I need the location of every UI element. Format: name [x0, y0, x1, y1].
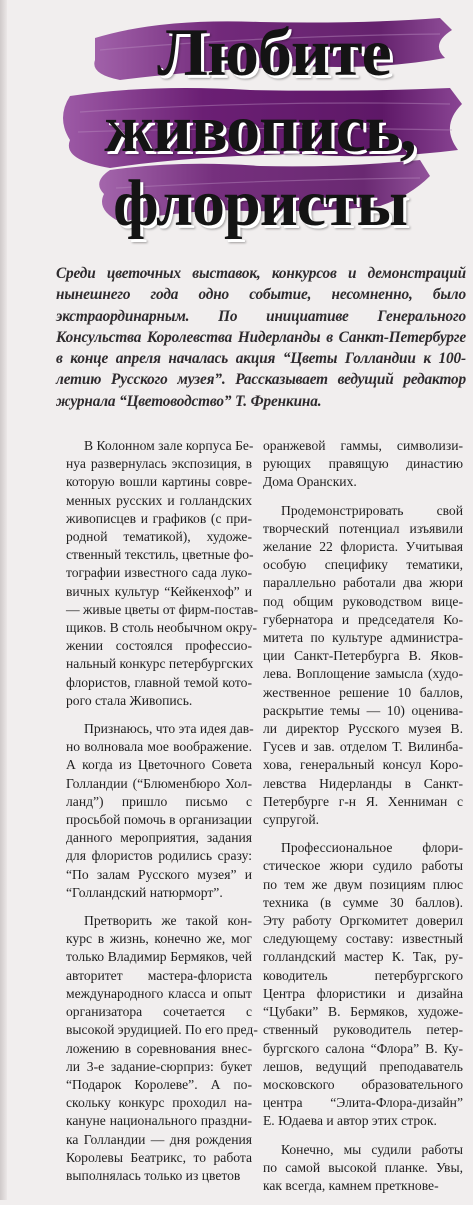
- text-line: Центра флористики и дизайна: [263, 985, 463, 1001]
- text-line: только Владимир Бермяков, чей: [66, 949, 252, 965]
- text-line: хова, генеральный консул Коро-: [263, 757, 463, 773]
- body-paragraph: [263, 502, 463, 830]
- text-line: ции Санкт-Петербурга В. Яков-: [263, 648, 463, 664]
- text-line: Е. Юдаева и автор этих строк.: [263, 1113, 437, 1129]
- text-line: Претворить же такой кон-: [84, 913, 252, 929]
- text-line: под общим руководством вице-: [263, 593, 463, 609]
- text-line: ли 3-е задание-сюрприз: букет: [66, 1058, 252, 1074]
- text-line: как всегда, камнем преткнове-: [263, 1177, 439, 1193]
- text-line: Эту работу Оргкомитет доверил: [263, 913, 463, 929]
- lead-paragraph: Среди цветочных выставок, конкурсов и демонстраций нынешнего года одно событие, несомненно, было экстраординарным. По инициативе Генерального Консульства Королевства Нидерланды в Санкт-Петербурге в конце апреля началась акция “Цветы Голландии к 100-летию Русского музея”. Рассказывает ведущий редактор журнала “Цветоводство” Т. Френкина.: [56, 265, 466, 410]
- text-line: митета по культуре администра-: [263, 630, 463, 646]
- body-paragraph: [263, 437, 463, 492]
- text-line: Дома Оранских.: [263, 474, 357, 490]
- body-column-left: [66, 437, 259, 1195]
- title-line-1: Любите: [157, 14, 391, 90]
- body-paragraph: [263, 1141, 463, 1196]
- text-line: жении состоялся профессио-: [66, 638, 252, 654]
- text-line: но волновала мое воображение.: [66, 739, 252, 755]
- text-line: кануне национального праздни-: [66, 1113, 252, 1129]
- text-line: голландский мастер К. Так, ру-: [263, 949, 463, 965]
- text-line: Голландии (“Блюменбюро Хол-: [66, 775, 252, 791]
- text-line: выполнялась только из цветов: [66, 1167, 241, 1183]
- text-line: скольку конкурс проходил на-: [66, 1095, 252, 1111]
- text-line: “Цубаки” В. Бермяков, художе-: [263, 1004, 463, 1020]
- text-line: нальный конкурс петербургских: [66, 656, 254, 672]
- text-line: Профессиональное флори-: [281, 840, 463, 856]
- text-line: — живые цветы от фирм-постав-: [66, 601, 259, 617]
- body-paragraph: [263, 839, 463, 1130]
- text-line: Продемонстрировать свой: [281, 502, 463, 518]
- text-line: В Колонном зале корпуса Бе-: [84, 438, 254, 453]
- text-line: московского образовательного: [263, 1076, 463, 1092]
- text-line: “По залам Русского музея” и: [66, 866, 252, 882]
- text-line: ли директор Русского музея В.: [263, 721, 463, 737]
- text-line: флористов, главной темой кото-: [66, 674, 252, 690]
- title-line-3: флористы: [112, 167, 408, 240]
- text-line: которую вошли картины совре-: [66, 474, 252, 490]
- text-line: тографии известного сада луко-: [66, 565, 252, 581]
- text-line: ководитель петербургского: [263, 967, 463, 983]
- text-line: бургского салона “Флора” В. Ку-: [263, 1040, 463, 1056]
- text-line: ланд”) пришло письмо с: [66, 793, 252, 809]
- text-line: для флористов родились сразу:: [66, 848, 252, 864]
- text-line: щиков. В столь необычном окру-: [66, 620, 258, 636]
- text-line: центра “Элита-Флора-дизайн”: [263, 1095, 463, 1111]
- text-line: вичных культур “Кейкенхоф” и: [66, 583, 252, 599]
- text-line: по самой высокой планке. Увы,: [263, 1159, 463, 1175]
- text-line: желание 22 флориста. Учитывая: [263, 539, 463, 555]
- text-line: ственный текстиль, цветные фо-: [66, 547, 254, 563]
- text-line: ка Голландии — дня рождения: [66, 1131, 252, 1147]
- text-line: рого стала Живопись.: [66, 692, 193, 708]
- text-line: лешов, ведущий преподаватель: [263, 1058, 463, 1074]
- text-line: высокой эрудицией. По его пред-: [66, 1022, 258, 1038]
- text-line: ложению в соревнования внес-: [66, 1040, 252, 1056]
- body-paragraph: [66, 437, 259, 710]
- text-line: губернатора и председателя Ко-: [263, 611, 463, 627]
- text-line: нуа развернулась экспозиция, в: [66, 456, 252, 472]
- text-line: живописцев и графиков (с при-: [66, 510, 252, 526]
- text-line: родной тематикой), художе-: [66, 529, 252, 545]
- text-line: международного класса и опыт: [66, 985, 252, 1001]
- text-line: организатора сочетается с: [66, 1004, 252, 1020]
- text-line: оранжевой гаммы, символизи-: [263, 438, 463, 453]
- text-line: творческий потенциал изъявили: [263, 520, 463, 536]
- text-line: “Голландский натюрморт”.: [66, 884, 223, 900]
- text-line: курс в жизнь, конечно же, мог: [66, 931, 252, 947]
- text-line: Королевы Беатрикс, то работа: [66, 1149, 252, 1165]
- text-line: лева. Воплощение замысла (худо-: [263, 666, 463, 682]
- text-line: ственный руководитель петер-: [263, 1022, 463, 1038]
- text-line: “Подарок Королеве”. А по-: [66, 1076, 252, 1092]
- text-line: Признаюсь, что эта идея дав-: [84, 721, 254, 737]
- article-title: [60, 14, 460, 242]
- text-line: следующему составу: известный: [263, 931, 463, 947]
- text-line: левства Нидерланды в Санкт-: [263, 775, 463, 791]
- text-line: техника (в сумме 30 баллов).: [263, 894, 463, 910]
- body-paragraph: [66, 912, 258, 1185]
- text-line: стическое жюри судило работы: [263, 858, 463, 874]
- text-line: особую специфику тематики,: [263, 557, 463, 573]
- title-line-2: живопись,: [104, 90, 416, 166]
- text-line: раскрытие темы — 10) оценива-: [263, 702, 463, 718]
- text-line: параллельно работали два жюри: [263, 575, 463, 591]
- text-line: А когда из Цветочного Совета: [66, 757, 252, 773]
- text-line: просьбой помочь в организации: [66, 812, 252, 828]
- text-line: Гусев и зав. отделом Т. Вилинба-: [263, 739, 463, 755]
- text-line: супругой.: [263, 812, 320, 828]
- body-paragraph: [66, 720, 252, 902]
- text-line: авторитет мастера-флориста: [66, 967, 252, 983]
- text-line: данного мероприятия, задания: [66, 830, 252, 846]
- text-line: по тем же двум позициям плюс: [263, 876, 463, 892]
- text-line: рующих правящую династию: [263, 456, 463, 472]
- body-column-right: [263, 437, 463, 1205]
- text-line: Петербурге г-н Я. Хенниман с: [263, 793, 463, 809]
- text-line: менных русских и голландских: [66, 492, 252, 508]
- text-line: жественное решение 10 баллов,: [263, 684, 463, 700]
- text-line: Конечно, мы судили работы: [281, 1141, 463, 1157]
